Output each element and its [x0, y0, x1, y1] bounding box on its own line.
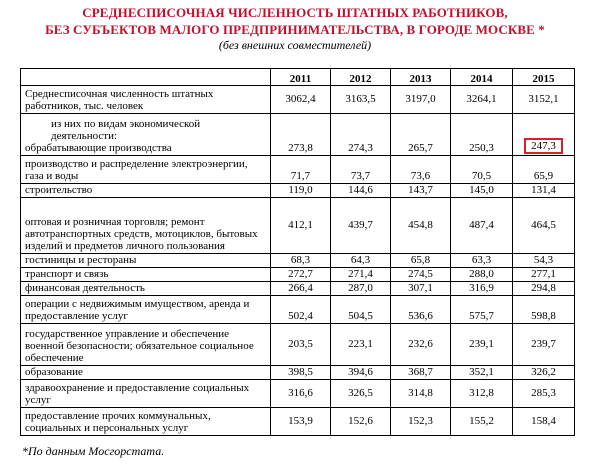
row-label: оптовая и розничная торговля; ремонт автотранспортных средств, мотоциклов, бытовых изделий и предметов личного пользования	[21, 198, 271, 254]
footnote: *По данным Мосгорстата.	[22, 444, 165, 458]
cell-value: 272,7	[271, 268, 331, 282]
cell-value: 487,4	[451, 198, 513, 254]
cell-value: 73,7	[331, 156, 391, 184]
table-row	[21, 198, 575, 254]
cell-value: 394,6	[331, 366, 391, 380]
year-header: 2012	[331, 69, 391, 86]
cell-value: 3152,1	[513, 86, 575, 114]
cell-value: 288,0	[451, 268, 513, 282]
cell-value: 152,3	[391, 408, 451, 436]
cell-value: 274,3	[331, 114, 391, 156]
cell-value: 250,3	[451, 114, 513, 156]
cell-value: 158,4	[513, 408, 575, 436]
table-row	[21, 366, 575, 380]
cell-value: 65,9	[513, 156, 575, 184]
cell-value: 273,8	[271, 114, 331, 156]
year-header: 2013	[391, 69, 451, 86]
year-header: 2015	[513, 69, 575, 86]
cell-value: 64,3	[331, 254, 391, 268]
cell-value: 502,4	[271, 296, 331, 324]
cell-value: 119,0	[271, 184, 331, 198]
row-label: обрабатывающие производства	[25, 142, 172, 154]
year-header: 2014	[451, 69, 513, 86]
cell-value: 598,8	[513, 296, 575, 324]
table-row	[21, 282, 575, 296]
cell-value: 68,3	[271, 254, 331, 268]
cell-value: 294,8	[513, 282, 575, 296]
row-label: транспорт и связь	[21, 268, 271, 282]
cell-value: 352,1	[451, 366, 513, 380]
cell-value: 155,2	[451, 408, 513, 436]
cell-value: 70,5	[451, 156, 513, 184]
table-row	[21, 408, 575, 436]
row-label: производство и распределение электроэнергии, газа и воды	[21, 156, 271, 184]
row-label: строительство	[21, 184, 271, 198]
cell-value: 54,3	[513, 254, 575, 268]
row-sublabel: из них по видам экономической деятельности:	[51, 118, 201, 142]
row-label-group	[21, 114, 271, 156]
cell-value: 271,4	[331, 268, 391, 282]
year-header: 2011	[271, 69, 331, 86]
cell-value: 454,8	[391, 198, 451, 254]
row-label: предоставление прочих коммунальных, социальных и персональных услуг	[21, 408, 271, 436]
row-label: образование	[21, 366, 271, 380]
cell-value: 368,7	[391, 366, 451, 380]
table-header-row	[21, 69, 575, 86]
table-row	[21, 268, 575, 282]
cell-value: 3264,1	[451, 86, 513, 114]
cell-value: 153,9	[271, 408, 331, 436]
document-subtitle: (без внешних совместителей)	[218, 38, 372, 52]
employment-table	[20, 68, 575, 436]
cell-value: 144,6	[331, 184, 391, 198]
table-row	[21, 296, 575, 324]
cell-value: 63,3	[451, 254, 513, 268]
cell-value: 439,7	[331, 198, 391, 254]
cell-value: 3197,0	[391, 86, 451, 114]
cell-value: 203,5	[271, 324, 331, 366]
cell-value: 575,7	[451, 296, 513, 324]
cell-value: 277,1	[513, 268, 575, 282]
cell-value: 314,8	[391, 380, 451, 408]
cell-value: 65,8	[391, 254, 451, 268]
row-label: Среднесписочная численность штатных работников, тыс. человек	[21, 86, 271, 114]
table-row	[21, 114, 575, 156]
cell-value: 71,7	[271, 156, 331, 184]
cell-value: 3163,5	[331, 86, 391, 114]
row-label: государственное управление и обеспечение военной безопасности; обязательное социальное обеспечение	[21, 324, 271, 366]
highlighted-cell	[513, 114, 575, 156]
cell-value: 239,1	[451, 324, 513, 366]
highlight-box: 247,3	[524, 138, 563, 154]
cell-value: 316,9	[451, 282, 513, 296]
table-row	[21, 324, 575, 366]
table-row	[21, 380, 575, 408]
table-row	[21, 156, 575, 184]
header-empty-cell	[21, 69, 271, 86]
title-line-1: СРЕДНЕСПИСОЧНАЯ ЧИСЛЕННОСТЬ ШТАТНЫХ РАБОТНИКОВ,	[82, 5, 508, 20]
cell-value: 73,6	[391, 156, 451, 184]
row-label: операции с недвижимым имуществом, аренда и предоставление услуг	[21, 296, 271, 324]
cell-value: 312,8	[451, 380, 513, 408]
table-row	[21, 184, 575, 198]
cell-value: 274,5	[391, 268, 451, 282]
cell-value: 131,4	[513, 184, 575, 198]
cell-value: 412,1	[271, 198, 331, 254]
cell-value: 265,7	[391, 114, 451, 156]
cell-value: 152,6	[331, 408, 391, 436]
table-row	[21, 86, 575, 114]
cell-value: 326,5	[331, 380, 391, 408]
cell-value: 316,6	[271, 380, 331, 408]
cell-value: 536,6	[391, 296, 451, 324]
cell-value: 223,1	[331, 324, 391, 366]
cell-value: 266,4	[271, 282, 331, 296]
cell-value: 232,6	[391, 324, 451, 366]
cell-value: 287,0	[331, 282, 391, 296]
row-label: гостиницы и рестораны	[21, 254, 271, 268]
cell-value: 326,2	[513, 366, 575, 380]
cell-value: 143,7	[391, 184, 451, 198]
row-label: здравоохранение и предоставление социальных услуг	[21, 380, 271, 408]
cell-value: 307,1	[391, 282, 451, 296]
title-line-2: БЕЗ СУБЪЕКТОВ МАЛОГО ПРЕДПРИНИМАТЕЛЬСТВА, В ГОРОДЕ МОСКВЕ *	[45, 22, 545, 37]
cell-value: 239,7	[513, 324, 575, 366]
cell-value: 464,5	[513, 198, 575, 254]
row-label: финансовая деятельность	[21, 282, 271, 296]
cell-value: 3062,4	[271, 86, 331, 114]
cell-value: 285,3	[513, 380, 575, 408]
table-row	[21, 254, 575, 268]
cell-value: 145,0	[451, 184, 513, 198]
cell-value: 398,5	[271, 366, 331, 380]
cell-value: 504,5	[331, 296, 391, 324]
document-title	[0, 4, 590, 38]
